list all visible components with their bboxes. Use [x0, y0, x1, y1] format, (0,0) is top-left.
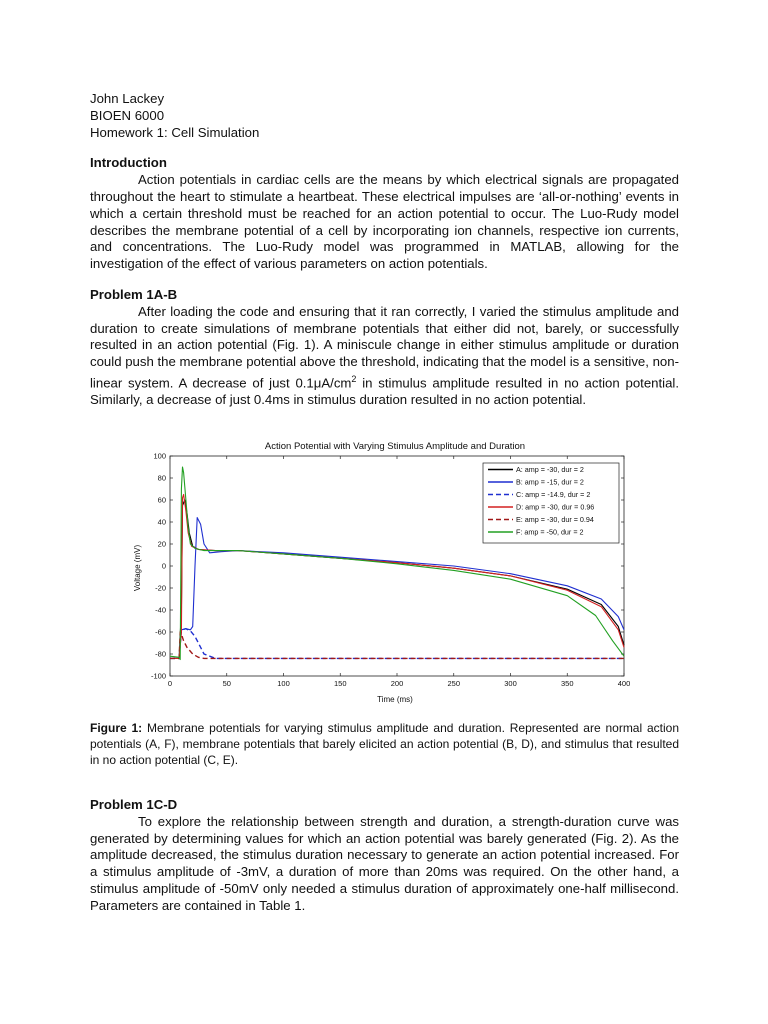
legend-entry: E: amp = -30, dur = 0.94 [516, 515, 594, 524]
y-tick-label: -80 [155, 649, 166, 659]
problem-1ab-text-a: After loading the code and ensuring that it ran correctly, I varied the stimulus amplitude and duration to create simulations of membrane potentials that either did not, barely, or successfully resulted in an action potential (Fig. 1). A miniscule change in either stimulus amplitude or duration could push the membrane potential above the threshold, indicating that the model is a sensitive, non-linear system. A decrease of just 0.1μA/cm [90, 303, 679, 391]
y-tick-label: -60 [155, 627, 166, 637]
x-axis-label: Time (ms) [377, 695, 413, 704]
x-tick-label: 250 [447, 679, 461, 688]
y-tick-label: 40 [157, 517, 166, 527]
problem-1cd-section [90, 797, 679, 915]
x-tick-label: 300 [504, 679, 517, 688]
x-tick-label: 350 [560, 679, 574, 688]
y-tick-label: 60 [157, 495, 166, 505]
y-tick-label: 20 [157, 539, 166, 549]
x-tick-label: 100 [277, 679, 290, 688]
assignment-title: Homework 1: Cell Simulation [90, 124, 260, 140]
intro-paragraph: Action potentials in cardiac cells are the means by which electrical signals are propagated throughout the heart to stimulate a heartbeat. These electrical impulses are ‘all-or-nothing’ events in which a certain threshold must be reached for an action potential to occur. The Luo-Rudy model describes the membrane potential of a cell by incorporating ion channels, respective ion currents, and concentrations. The Luo-Rudy model was programmed in MATLAB, allowing for the investigation of the effect of various parameters on action potentials. [90, 172, 679, 272]
legend-entry: B: amp = -15, dur = 2 [516, 477, 584, 487]
problem-1cd-paragraph: To explore the relationship between strength and duration, a strength-duration curve was generated by determining values for which an action potential was barely generated (Fig. 2). As the amplitude decreased, the stimulus duration necessary to generate an action potential increased. For a stimulus amplitude of -3mV, a duration of more than 20ms was required. On the other hand, a stimulus amplitude of -50mV only needed a stimulus duration of approximately one-half millisecond. Parameters are contained in Table 1. [90, 813, 679, 913]
legend-entry: C: amp = -14.9, dur = 2 [516, 490, 591, 499]
figure-1 [128, 436, 640, 706]
course-code: BIOEN 6000 [90, 107, 165, 123]
y-tick-label: -20 [155, 583, 166, 593]
problem-1ab-paragraph [90, 304, 679, 409]
author-name: John Lackey [90, 91, 165, 106]
x-tick-label: 150 [333, 679, 347, 688]
y-tick-label: 100 [153, 451, 166, 461]
section-title-introduction: Introduction [90, 155, 167, 171]
superscript: 2 [351, 373, 357, 384]
problem-1ab-text-b: in stimulus amplitude resulted in no action potential. Similarly, a decrease of just 0.4ms in stimulus duration resulted in no action potential. [90, 375, 680, 408]
figure-label: Figure 1: [90, 721, 143, 735]
main-text [90, 91, 679, 409]
y-tick-label: -40 [155, 605, 166, 615]
figure-caption-text: Membrane potentials for varying stimulus amplitude and duration. Represented are normal action potentials (A, F), membrane potentials that barely elicited an action potential (B, D), and stimulus that resulted in no action potential (C, E). [90, 721, 679, 767]
y-tick-label: -100 [150, 671, 166, 681]
section-title-problem-1cd: Problem 1C-D [90, 797, 178, 812]
x-tick-label: 50 [222, 679, 231, 688]
x-tick-label: 0 [167, 679, 173, 688]
section-title-problem-1ab: Problem 1A-B [90, 286, 178, 302]
y-axis-label: Voltage (mV) [133, 544, 142, 592]
action-potential-chart [128, 436, 640, 706]
legend-entry: F: amp = -50, dur = 2 [516, 527, 584, 537]
x-tick-label: 200 [390, 679, 404, 688]
y-tick-label: 0 [161, 561, 166, 571]
y-tick-label: 80 [157, 473, 166, 483]
legend-entry: A: amp = -30, dur = 2 [516, 465, 584, 474]
figure-1-caption [90, 720, 679, 768]
legend-entry: D: amp = -30, dur = 0.96 [516, 502, 595, 512]
x-tick-label: 400 [617, 679, 631, 688]
chart-title: Action Potential with Varying Stimulus Amplitude and Duration [264, 441, 526, 452]
